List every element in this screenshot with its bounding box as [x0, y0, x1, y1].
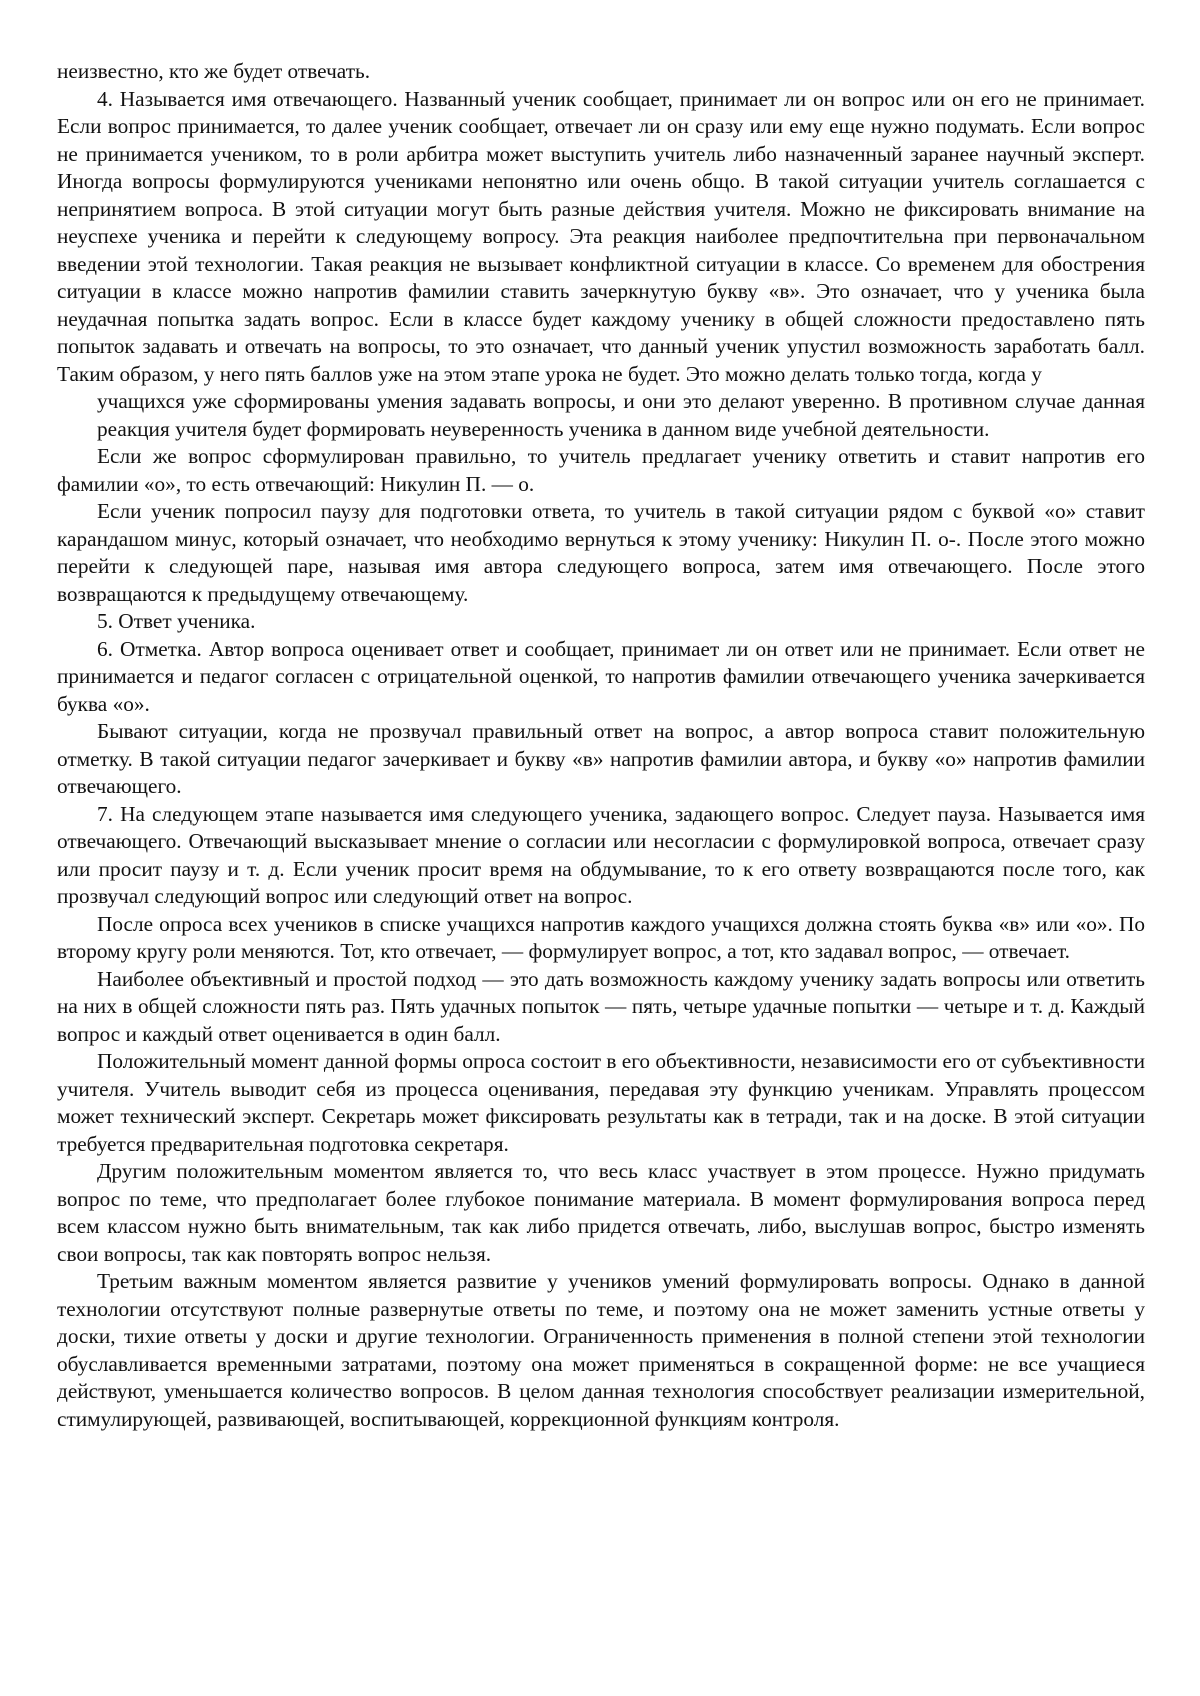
paragraph-step-6: 6. Отметка. Автор вопроса оценивает ответ и сообщает, принимает ли он ответ или не принимает. Если ответ не принимается и педагог согласен с отрицательной оценкой, то напротив фамилии отвечающего ученика зачеркивается буква «о».: [57, 636, 1145, 716]
paragraph-pause-request: Если ученик попросил паузу для подготовки ответа, то учитель в такой ситуации рядом с буквой «о» ставит карандашом минус, который означает, что необходимо вернуться к этому ученику: Никулин П. о-. После этого можно перейти к следующей паре, называя имя автора следующего вопроса, затем имя отвечающего. После этого возвращаются к предыдущему отвечающему.: [57, 499, 1145, 606]
paragraph-correct-question: Если же вопрос сформулирован правильно, то учитель предлагает ученику ответить и ставит напротив его фамилии «о», то есть отвечающий: Никулин П. — о.: [57, 444, 1145, 496]
paragraph-step-4: 4. Называется имя отвечающего. Названный ученик сообщает, принимает ли он вопрос или он его не принимает. Если вопрос принимается, то далее ученик сообщает, отвечает ли он сразу или ему еще нужно подумать. Если вопрос не принимается учеником, то в роли арбитра может выступить учитель либо назначенный заранее научный эксперт. Иногда вопросы формулируются учениками непонятно или очень общо. В такой ситуации учитель соглашается с непринятием вопроса. В этой ситуации могут быть разные действия учителя. Можно не фиксировать внимание на неуспехе ученика и перейти к следующему вопросу. Эта реакция наиболее предпочтительна при первоначальном введении этой технологии. Такая реакция не вызывает конфликтной ситуации в классе. Со временем для обострения ситуации в классе можно напротив фамилии ставить зачеркнутую букву «в». Это означает, что у ученика была неудачная попытка задать вопрос. Если в классе будет каждому ученику в общей сложности предоставлено пять попыток задавать и отвечать на вопросы, то это означает, что данный ученик упустил возможность заработать балл. Таким образом, у него пять баллов уже на этом этапе урока не будет. Это можно делать только тогда, когда у: [57, 86, 1145, 386]
paragraph-step-7: 7. На следующем этапе называется имя следующего ученика, задающего вопрос. Следует пауза. Называется имя отвечающего. Отвечающий высказывает мнение о согласии или несогласии с формулировкой вопроса, отвечает сразу или просит паузу и т. д. Если ученик просит время на обдумывание, то к его ответу возвращаются после того, как прозвучал следующий вопрос или следующий ответ на вопрос.: [57, 801, 1145, 908]
paragraph-wrong-positive-mark: Бывают ситуации, когда не прозвучал правильный ответ на вопрос, а автор вопроса ставит положительную отметку. В такой ситуации педагог зачеркивает и букву «в» напротив фамилии автора, и букву «о» напротив фамилии отвечающего.: [57, 719, 1145, 798]
paragraph-second-round: После опроса всех учеников в списке учащихся напротив каждого учащихся должна стоять буква «в» или «о». По второму кругу роли меняются. Тот, кто отвечает, — формулирует вопрос, а тот, кто задавал вопрос, — отвечает.: [57, 911, 1145, 963]
paragraph-scoring-approach: Наиболее объективный и простой подход — это дать возможность каждому ученику задать вопросы или ответить на них в общей сложности пять раз. Пять удачных попыток — пять, четыре удачные попытки — четыре и т. д. Каждый вопрос и каждый ответ оценивается в один балл.: [57, 966, 1145, 1046]
document-page: [57, 58, 1145, 1433]
paragraph-first-positive: Положительный момент данной формы опроса состоит в его объективности, независимости его от субъективности учителя. Учитель выводит себя из процесса оценивания, передавая эту функцию ученикам. Управлять процессом может технический эксперт. Секретарь может фиксировать результаты как в тетради, так и на доске. В этой ситуации требуется предварительная подготовка секретаря.: [57, 1049, 1145, 1156]
paragraph-second-positive: Другим положительным моментом является то, что весь класс участвует в этом процессе. Нужно придумать вопрос по теме, что предполагает более глубокое понимание материала. В момент формулирования вопроса перед всем классом нужно быть внимательным, так как либо придется отвечать, либо, выслушав вопрос, быстро изменять свои вопросы, так как повторять вопрос нельзя.: [57, 1159, 1145, 1266]
paragraph-step-5: 5. Ответ ученика.: [97, 609, 256, 633]
paragraph-third-positive: Третьим важным моментом является развитие у учеников умений формулировать вопросы. Однако в данной технологии отсутствуют полные развернутые ответы по теме, и поэтому она не может заменить устные ответы у доски, тихие ответы у доски и другие технологии. Ограниченность применения в полной степени этой технологии обуславливается временными затратами, поэтому она может применяться в сокращенной форме: не все учащиеся действуют, уменьшается количество вопросов. В целом данная технология способствует реализации измерительной, стимулирующей, развивающей, воспитывающей, коррекционной функциям контроля.: [57, 1269, 1145, 1431]
paragraph-step-4-continued: учащихся уже сформированы умения задавать вопросы, и они это делают уверенно. В противном случае данная реакция учителя будет формировать неуверенность ученика в данном виде учебной деятельности.: [97, 389, 1145, 441]
paragraph-continuation: неизвестно, кто же будет отвечать.: [57, 59, 371, 83]
